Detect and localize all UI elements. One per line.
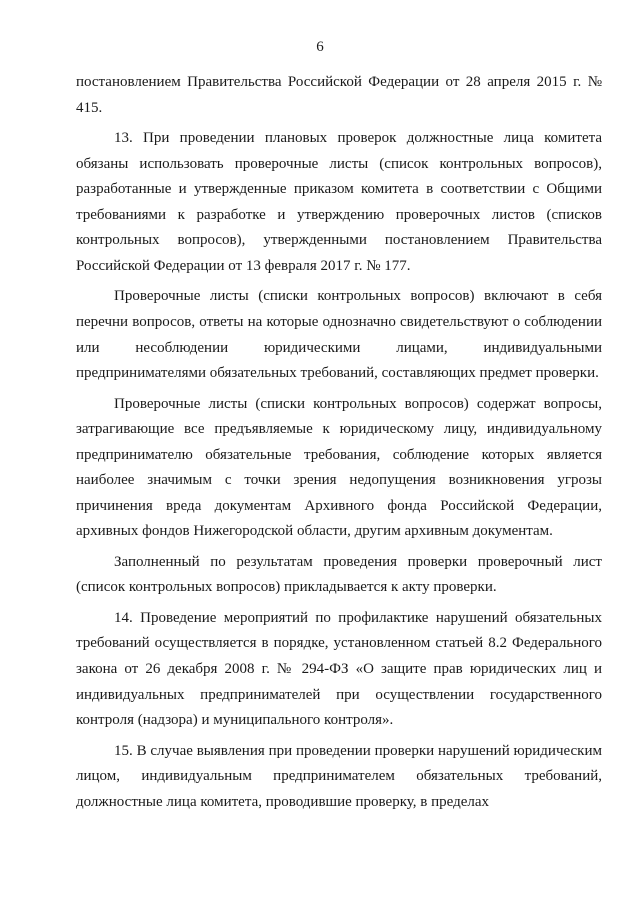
paragraph-checklist-attached: Заполненный по результатам проведения проверки проверочный лист (список контрольных вопросов) прикладывается к акту проверки.: [76, 553, 602, 596]
paragraph-continuation: постановлением Правительства Российской Федерации от 28 апреля 2015 г. № 415.: [76, 74, 602, 116]
paragraph-item-13: 13. При проведении плановых проверок должностные лица комитета обязаны использовать проверочные листы (список контрольных вопросов), разработанные и утвержденные приказом комитета в соответствии с Общими требованиями к разработке и утверждению проверочных листов (списков контрольных вопросов), утвержденными постановлением Правительства Российской Федерации от 13 февраля 2017 г. № 177.: [76, 129, 602, 274]
paragraph-checklists-contain: Проверочные листы (списки контрольных вопросов) содержат вопросы, затрагивающие все предъявляемые к юридическому лицу, индивидуальному предпринимателю обязательные требования, соблюдение которых является наиболее значимым с точки зрения недопущения возникновения угрозы причинения вреда документам Архивного фонда Российской Федерации, архивных фондов Нижегородской области, другим архивным документам.: [76, 395, 602, 540]
paragraph-item-15: 15. В случае выявления при проведении проверки нарушений юридическим лицом, индивидуальным предпринимателем обязательных требований, должностные лица комитета, проводившие проверку, в пределах: [76, 742, 602, 810]
paragraph-checklists-include: Проверочные листы (списки контрольных вопросов) включают в себя перечни вопросов, ответы на которые однозначно свидетельствуют о соблюдении или несоблюдении юридическими лицами, индивидуальными предпринимателями обязательных требований, составляющих предмет проверки.: [76, 288, 602, 382]
paragraph-item-14: 14. Проведение мероприятий по профилактике нарушений обязательных требований осуществляется в порядке, установленном статьей 8.2 Федерального закона от 26 декабря 2008 г. № 294-ФЗ «О защите прав юридических лиц и индивидуальных предпринимателей при осуществлении государственного контроля (надзора) и муниципального контроля».: [76, 609, 602, 729]
document-body: [76, 70, 602, 820]
page-number: 6: [316, 39, 324, 55]
